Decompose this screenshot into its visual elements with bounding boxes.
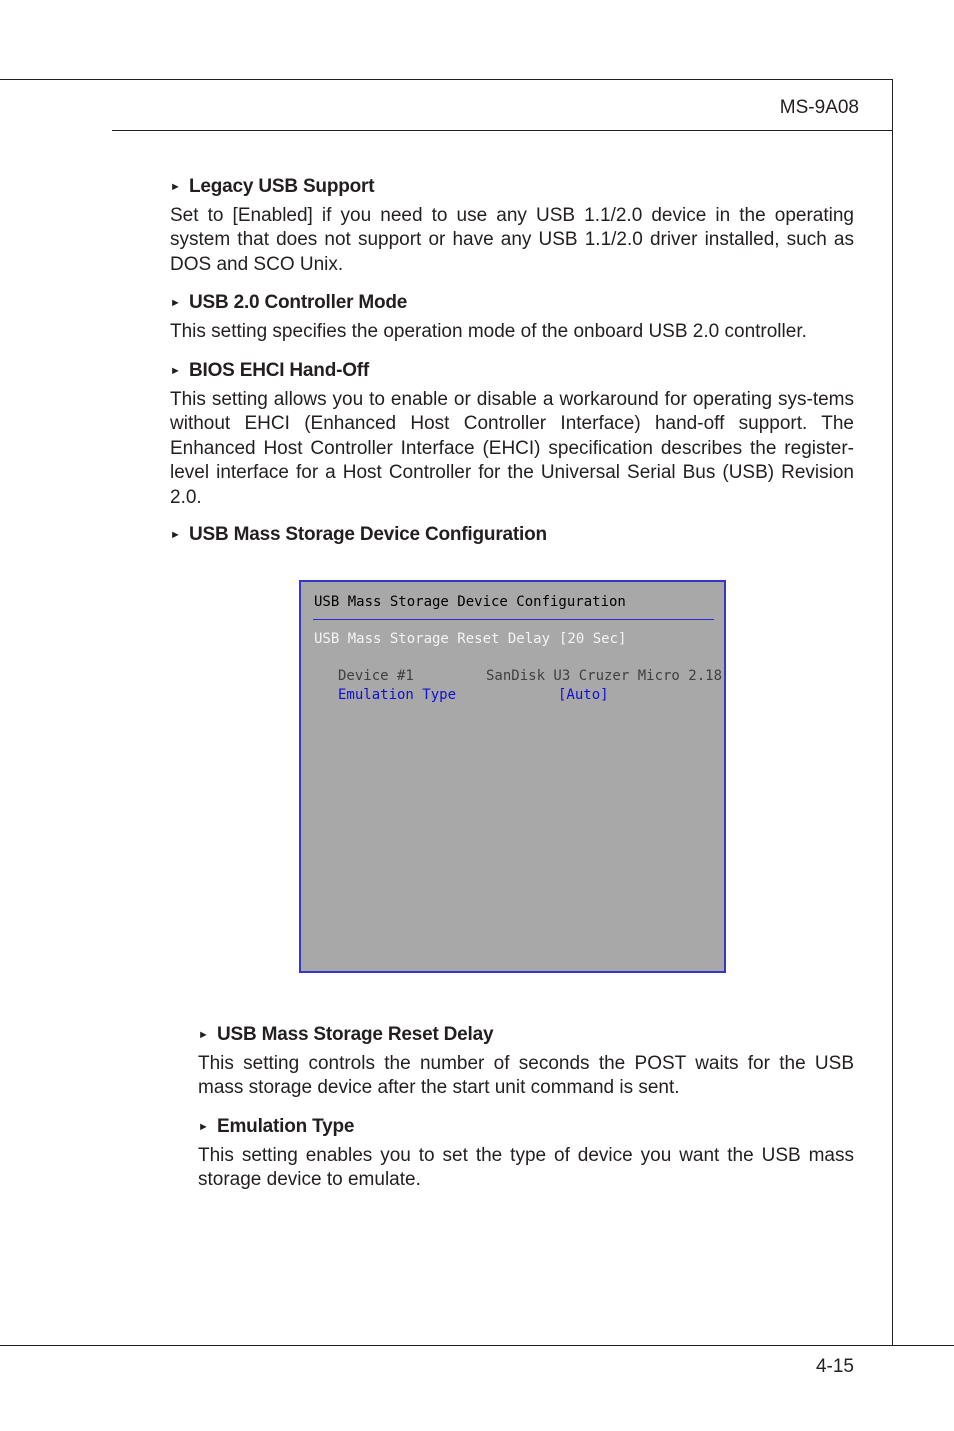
section-body: This setting controls the number of seconds the POST waits for the USB mass storage device after the start unit command is sent. — [198, 1053, 854, 1099]
section-title: USB Mass Storage Reset Delay — [217, 1024, 494, 1045]
section-body: This setting enables you to set the type of device you want the USB mass storage device to emulate. — [198, 1145, 854, 1191]
section-title: USB 2.0 Controller Mode — [189, 292, 408, 313]
top-rule — [0, 79, 893, 80]
triangle-right-icon: ► — [198, 1121, 209, 1133]
section-title: USB Mass Storage Device Configuration — [189, 524, 547, 545]
bios-title: USB Mass Storage Device Configuration — [314, 594, 626, 610]
footer-rule — [0, 1345, 954, 1346]
model-number: MS-9A08 — [779, 97, 859, 118]
margin-rule — [892, 79, 893, 1346]
bios-device-value: SanDisk U3 Cruzer Micro 2.18 — [486, 668, 723, 684]
section-usb-mass-storage-config — [170, 523, 854, 547]
section-body: Set to [Enabled] if you need to use any USB 1.1/2.0 device in the operating system that does not support or have any USB 1.1/2.0 driver installed, such as DOS and SCO Unix. — [170, 205, 854, 275]
section-reset-delay — [198, 1023, 854, 1101]
section-title: Emulation Type — [217, 1116, 355, 1137]
bios-emulation-label: Emulation Type — [338, 687, 457, 703]
bios-device-label: Device #1 — [338, 668, 414, 684]
page-number: 4-15 — [815, 1356, 854, 1377]
triangle-right-icon: ► — [170, 365, 181, 377]
triangle-right-icon: ► — [170, 297, 181, 309]
section-emulation-type — [198, 1115, 854, 1193]
section-body: This setting specifies the operation mode of the onboard USB 2.0 controller. — [170, 321, 807, 342]
bios-separator — [313, 619, 714, 620]
triangle-right-icon: ► — [198, 1029, 209, 1041]
section-bios-ehci-hand-off — [170, 359, 854, 510]
bios-screenshot — [299, 580, 726, 973]
bios-emulation-value: [Auto] — [558, 687, 609, 703]
header-rule — [112, 130, 893, 131]
bios-reset-delay-value: [20 Sec] — [559, 631, 627, 647]
triangle-right-icon: ► — [170, 529, 181, 541]
section-legacy-usb-support — [170, 175, 854, 277]
section-body: This setting allows you to enable or disable a workaround for operating sys-tems without EHCI (Enhanced Host Controller Interface) hand-off support. The Enhanced Host Controller Interface (EHCI) specification describes the register-level interface for a Host Controller for the Universal Serial Bus (USB) Revision 2.0. — [170, 389, 854, 508]
section-usb-controller-mode — [170, 291, 854, 344]
section-title: BIOS EHCI Hand-Off — [189, 360, 370, 381]
section-title: Legacy USB Support — [189, 176, 375, 197]
bios-reset-delay-label: USB Mass Storage Reset Delay — [314, 631, 551, 647]
triangle-right-icon: ► — [170, 181, 181, 193]
